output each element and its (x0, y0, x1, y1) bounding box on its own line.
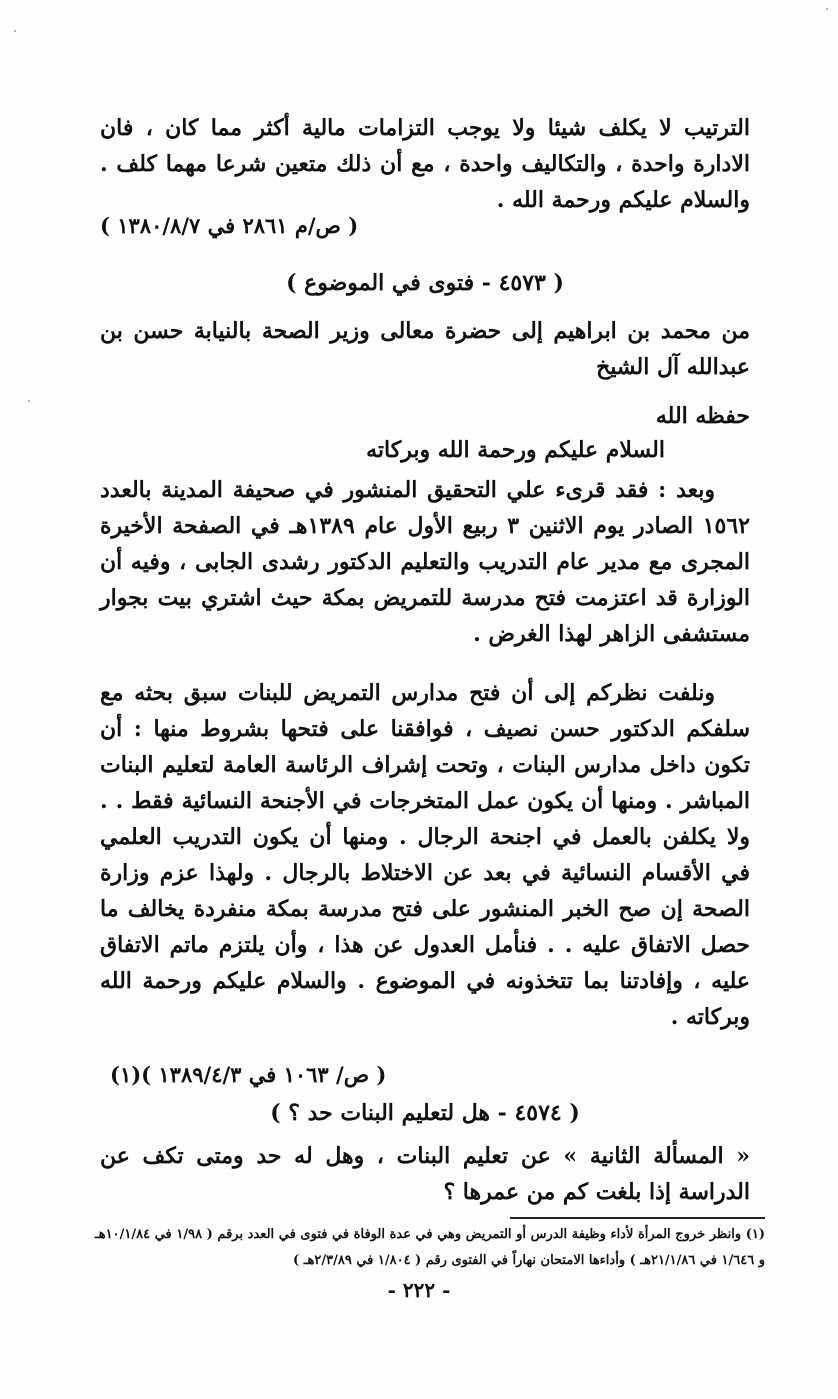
scan-speck (826, 8, 828, 10)
paragraph-1: وبعد : فقد قرىء علي التحقيق المنشور في صحيفة المدينة بالعدد ١٥٦٢ الصادر يوم الاثنين ٣ ربيع الأول عام ١٣٨٩هـ في الصفحة الأخيرة المجرى مع مدير عام التدريب والتعليم الدكتور رشدى الجابى ، وفيه أن الوزارة قد اعتزمت فتح مدرسة للتمريض بمكة حيث اشتري بيت بجوار مستشفى الزاهر لهذا الغرض . (100, 477, 750, 647)
scan-speck (14, 30, 16, 32)
top-reference: ( ص/م ٢٨٦١ في ١٣٨٠/٨/٧ ) (100, 213, 359, 238)
page-number: - ٢٢٢ - (387, 1278, 451, 1302)
hafizahu-line: حفظه الله (655, 403, 750, 429)
scan-speck (28, 400, 30, 402)
section-4573-reference: ( ص/ ١٠٦٣ في ١٣٨٩/٤/٣ )(١) (110, 1062, 387, 1087)
question-paragraph: « المسألة الثانية » عن تعليم البنات ، وهل له حد ومتى تكف عن الدراسة إذا بلغت كم من عمرها ؟ (100, 1143, 750, 1205)
footnote: (١) وانظر خروج المرأة لأداء وظيفة الدرس أو التمريض وهي في عدة الوفاة في فتوى في العدد برقم ( ١/٩٨ في ١٠/١/٨٤هـ و ١/٦٤٦ في ٢١/١/٨٦هـ ) وأداءها الامتحان نهاراً في الفتوى رقم ( ١/٨٠٤ في ٢/٣/٨٩هـ ) (95, 1227, 765, 1268)
section-4574-title: ( ٤٥٧٤ - هل لتعليم البنات حد ؟ ) (270, 1100, 580, 1126)
section-4573-title: ( ٤٥٧٣ - فتوى في الموضوع ) (286, 270, 564, 296)
from-line: من محمد بن ابراهيم إلى حضرة معالى وزير الصحة بالنيابة حسن بن عبدالله آل الشيخ (100, 318, 750, 380)
greeting-line (100, 432, 700, 468)
footnote-separator (510, 1217, 765, 1219)
paragraph-2: ونلفت نظركم إلى أن فتح مدارس التمريض للبنات سبق بحثه مع سلفكم الدكتور حسن نصيف ، فوافقنا على فتحها بشروط منها : أن تكون داخل مدارس البنات ، وتحت إشراف الرئاسة العامة لتعليم البنات المباشر . ومنها أن يكون عمل المتخرجات في الأجنحة النسائية فقط . . ولا يكلفن بالعمل في اجنحة الرجال . ومنها أن يكون التدريب العلمي في الأقسام النسائية في بعد عن الاختلاط بالرجال . ولهذا عزم وزارة الصحة إن صح الخبر المنشور على فتح مدرسة بمكة منفردة يخالف ما حصل الاتفاق عليه . . فنأمل العدول عن هذا ، وأن يلتزم ماتم الاتفاق عليه ، وإفادتنا بما تتخذونه في الموضوع . والسلام عليكم ورحمة الله وبركاته . (100, 680, 750, 1030)
greeting-text: السلام عليكم ورحمة الله وبركاته (366, 437, 665, 463)
top-paragraph: الترتيب لا يكلف شيئا ولا يوجب التزامات مالية أكثر مما كان ، فان الادارة واحدة ، والتكاليف واحدة ، مع أن ذلك متعين شرعا مهما كلف . والسلام عليكم ورحمة الله . (100, 115, 750, 213)
